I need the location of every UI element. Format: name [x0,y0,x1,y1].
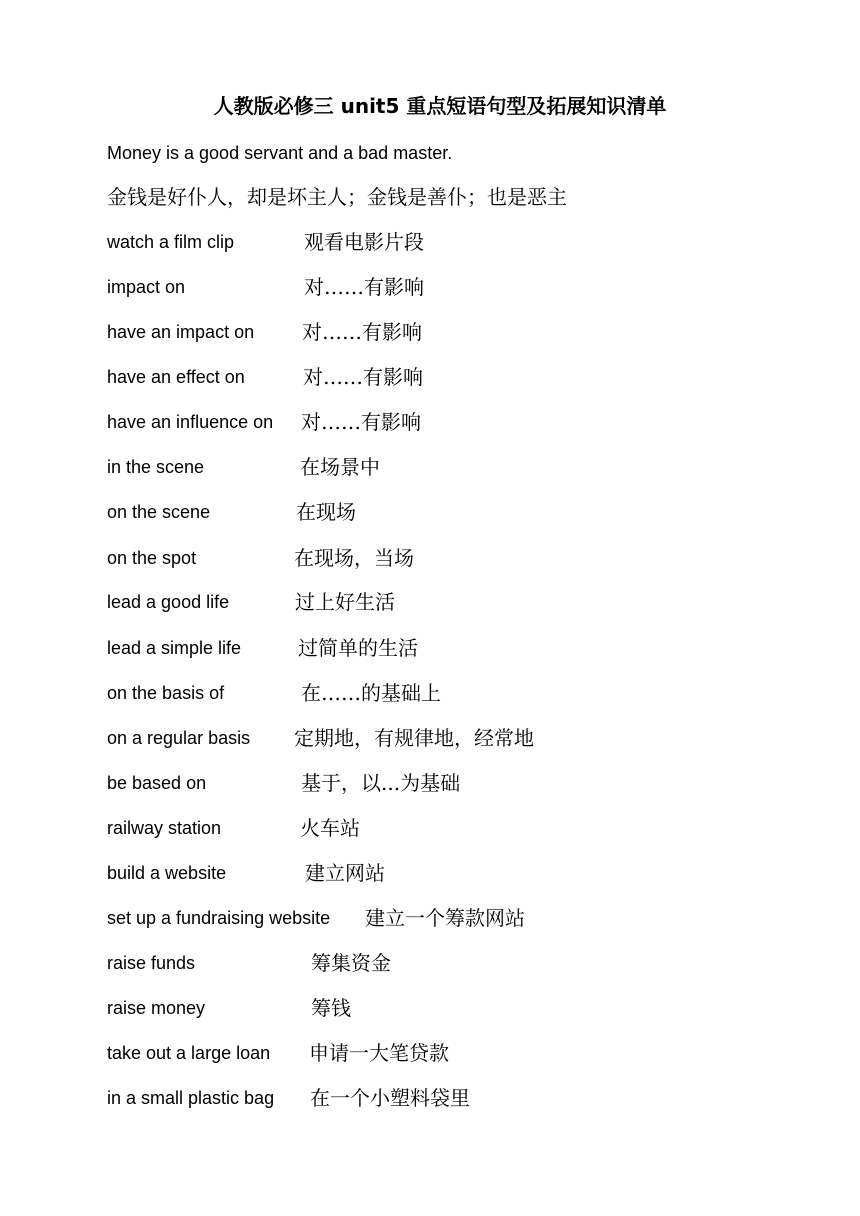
phrase-chinese: 筹集资金 [311,951,391,975]
phrase-chinese: 在现场 [296,500,356,524]
phrase-english: in a small plastic bag [107,1088,275,1108]
phrase-row [107,451,827,483]
phrase-row [107,767,827,799]
phrase-chinese: 观看电影片段 [304,230,424,254]
phrase-chinese: 筹钱 [311,996,351,1020]
page-title: 人教版必修三 unit5 重点短语句型及拓展知识清单 [213,94,667,118]
phrase-row [107,271,827,303]
phrase-english: have an impact on [107,322,255,342]
phrase-chinese: 过简单的生活 [298,636,418,660]
phrase-english: raise funds [107,953,196,973]
phrase-chinese: 建立网站 [305,861,385,885]
phrase-chinese: 建立一个筹款网站 [365,906,525,930]
phrase-chinese: 对……有影响 [302,320,422,344]
phrase-english: set up a fundraising website [107,908,331,928]
phrase-chinese: 基于，以...为基础 [301,771,461,795]
phrase-row [107,1082,827,1114]
phrase-english: on the basis of [107,683,225,703]
phrase-english: railway station [107,818,222,838]
phrase-row [107,992,827,1024]
phrase-english: on the scene [107,502,211,522]
phrase-english: lead a simple life [107,638,242,658]
phrase-row [107,316,827,348]
phrase-english: have an influence on [107,412,274,432]
phrase-row [107,542,827,574]
phrase-english: take out a large loan [107,1043,271,1063]
phrase-row [107,1037,827,1069]
phrase-chinese: 在……的基础上 [301,681,441,705]
phrase-row [107,632,827,664]
phrase-chinese: 在一个小塑料袋里 [310,1086,470,1110]
phrase-row [107,586,827,618]
phrase-english: lead a good life [107,592,230,612]
phrase-row [107,812,827,844]
phrase-english: in the scene [107,457,205,477]
phrase-chinese: 对……有影响 [301,410,421,434]
phrase-english: have an effect on [107,367,245,387]
phrase-row [107,361,827,393]
phrase-row [107,722,827,754]
phrase-chinese: 过上好生活 [295,590,395,614]
phrase-chinese: 在现场，当场 [294,546,414,570]
phrase-english: build a website [107,863,227,883]
phrase-row [107,947,827,979]
phrase-row [107,677,827,709]
phrase-chinese: 火车站 [300,816,360,840]
phrase-chinese: 在场景中 [300,455,380,479]
phrase-english: on the spot [107,548,197,568]
phrase-row [107,902,827,934]
phrase-english: on a regular basis [107,728,251,748]
phrase-english: raise money [107,998,206,1018]
phrase-chinese: 定期地，有规律地，经常地 [294,726,534,750]
phrase-row [107,226,827,258]
phrase-english: impact on [107,277,186,297]
phrase-chinese: 对……有影响 [304,275,424,299]
phrase-row [107,496,827,528]
phrase-row [107,857,827,889]
proverb-english: Money is a good servant and a bad master. [107,143,453,163]
phrase-english: be based on [107,773,207,793]
proverb-chinese: 金钱是好仆人，却是坏主人；金钱是善仆；也是恶主 [107,185,567,209]
phrase-row [107,406,827,438]
phrase-chinese: 对……有影响 [303,365,423,389]
phrase-chinese: 申请一大笔贷款 [309,1041,449,1065]
phrase-english: watch a film clip [107,232,235,252]
